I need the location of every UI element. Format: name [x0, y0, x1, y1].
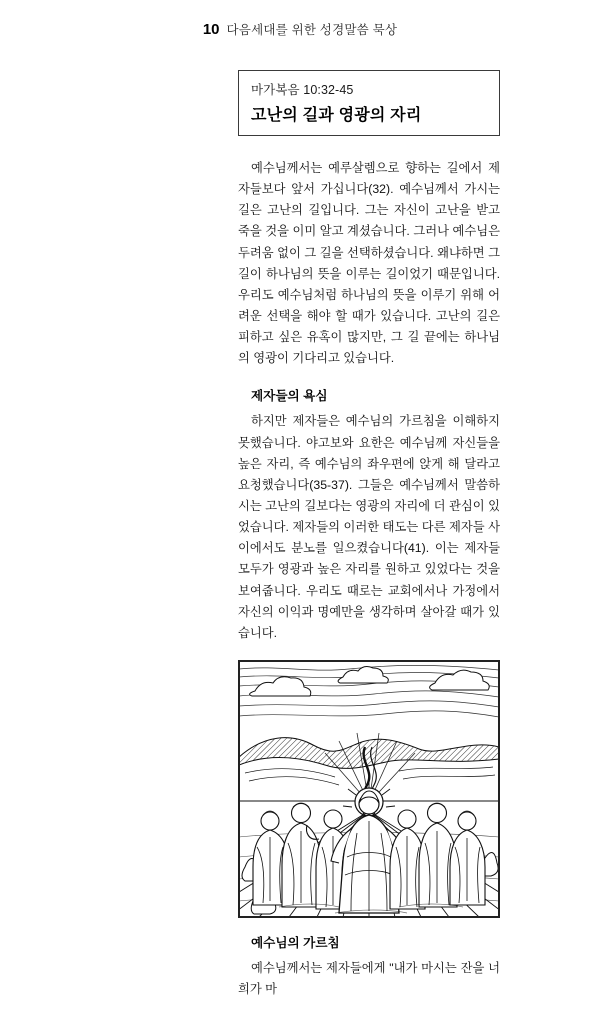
body-paragraph-1: 예수님께서는 예루살렘으로 향하는 길에서 제자들보다 앞서 가십니다(32). 예수님께서 가시는 길은 고난의 길입니다. 그는 자신이 고난을 받고 죽을 것을 이미 알고 계셨습니다. 그러나 예수님은 두려움 없이 그 길을 선택하셨습니다. 왜냐하면 그 길이 하나님의 뜻을 이루는 길이었기 때문입니다. 우리도 예수님처럼 하나님의 뜻을 이루기 위해 어려운 선택을 해야 할 때가 있습니다. 고난의 길은 피하고 싶은 유혹이 많지만, 그 길 끝에는 하나님의 영광이 기다리고 있습니다. — [238, 161, 500, 366]
illustration-frame — [238, 660, 500, 918]
body-paragraph-2: 하지만 제자들은 예수님의 가르침을 이해하지 못했습니다. 야고보와 요한은 예수님께 자신들을 높은 자리, 즉 예수님의 좌우편에 앉게 해 달라고 요청했습니다(35-37). 그들은 예수님께서 말씀하시는 고난의 길보다는 영광의 자리에 더 관심이 있었습니다. 제자들의 이러한 태도는 다른 제자들 사이에서도 분노를 일으켰습니다(41). 이는 제자들 모두가 영광과 높은 자리를 원하고 있었다는 것을 보여줍니다. 우리도 때로는 교회에서나 가정에서 자신의 이익과 명예만을 생각하며 살아갈 때가 있습니다. — [238, 414, 500, 640]
lesson-title-box — [238, 70, 500, 136]
running-header — [0, 20, 600, 38]
section-subheading-jesus-teaching: 예수님의 가르침 — [251, 935, 340, 950]
header-title: 다음세대를 위한 성경말씀 묵상 — [226, 23, 398, 37]
illustration-figure — [238, 660, 500, 918]
section-subheading-disciples-greed: 제자들의 욕심 — [251, 389, 328, 404]
jesus-walking-with-disciples-woodcut — [239, 661, 499, 917]
scripture-reference: 마가복음 10:32-45 — [251, 83, 354, 97]
body-paragraph-3: 예수님께서는 제자들에게 "내가 마시는 잔을 너희가 마 — [238, 960, 500, 997]
page-number: 10 — [202, 21, 220, 38]
content-column — [238, 70, 500, 1009]
lesson-title: 고난의 길과 영광의 자리 — [251, 107, 422, 124]
